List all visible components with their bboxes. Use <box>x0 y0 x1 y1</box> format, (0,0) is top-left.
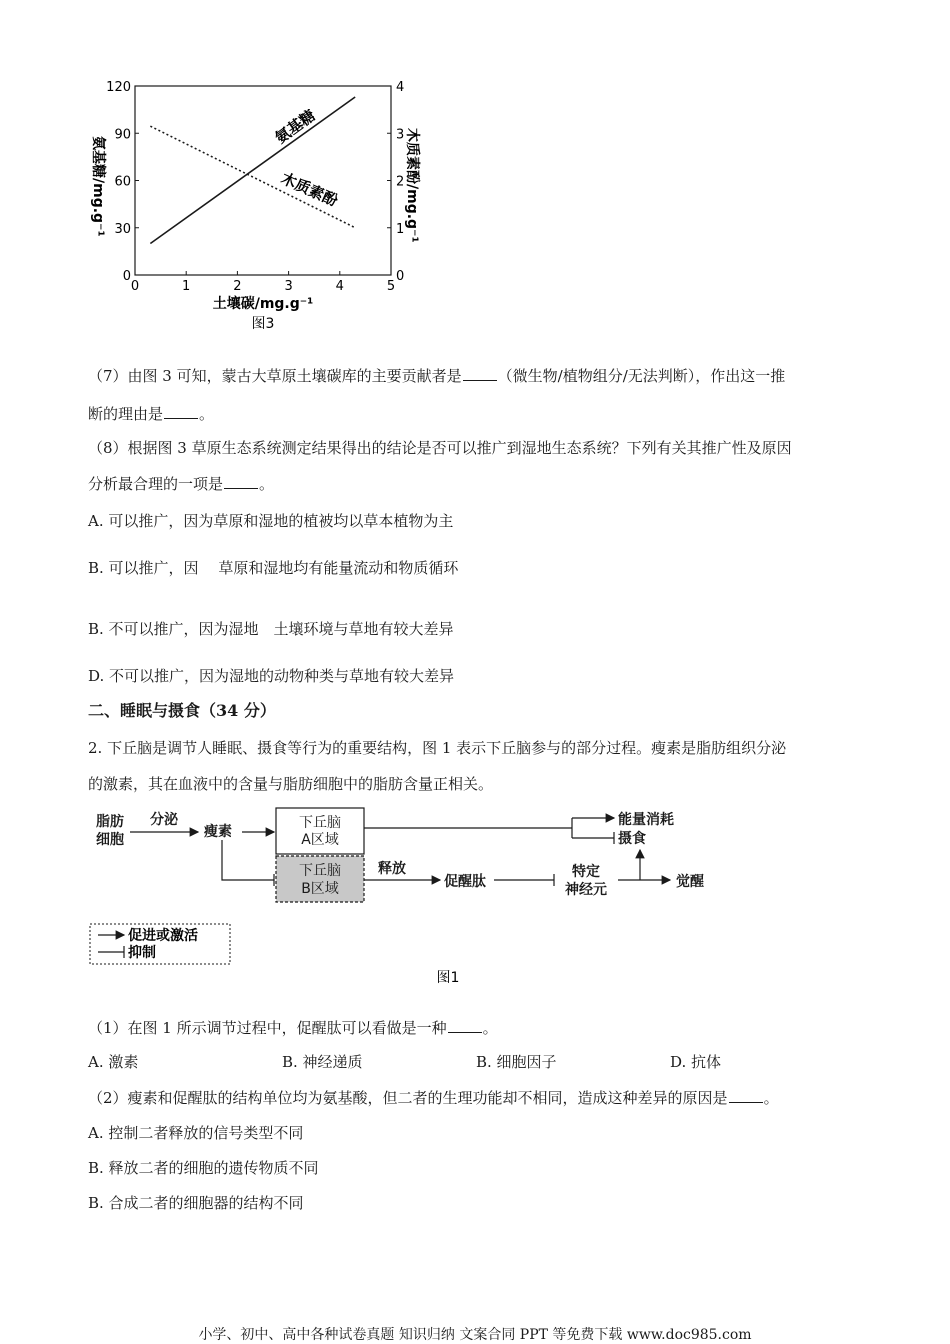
answer-blank[interactable] <box>224 474 258 489</box>
left-tick-label: 90 <box>114 127 131 143</box>
answer-blank[interactable] <box>448 1018 482 1033</box>
answer-blank[interactable] <box>164 404 198 419</box>
left-tick-label: 0 <box>122 269 131 284</box>
x-tick-label: 5 <box>386 279 396 294</box>
hypothalamus-a-label-2: A区域 <box>301 832 339 848</box>
awake-label: 觉醒 <box>676 874 704 890</box>
sub2-option-b[interactable]: B. 释放二者的细胞的遗传物质不同 <box>88 1159 319 1177</box>
answer-blank[interactable] <box>729 1088 763 1103</box>
sub2-option-c[interactable]: B. 合成二者的细胞器的结构不同 <box>88 1194 304 1212</box>
q7-line2: 断的理由是 。 <box>88 405 215 423</box>
line-label-lignin: 木质素酚 <box>278 169 341 211</box>
figure3-chart <box>80 70 440 340</box>
series-line-amino-sugar <box>150 97 355 243</box>
x-tick-label: 2 <box>233 279 242 294</box>
hypothalamus-a-label-1: 下丘脑 <box>299 815 341 831</box>
answer-blank[interactable] <box>463 366 497 381</box>
legend-promote-label: 促进或激活 <box>128 928 198 944</box>
q8-option-c[interactable]: B. 不可以推广，因为湿地 土壤环境与草地有较大差异 <box>88 620 454 638</box>
q7-line1: （7）由图 3 可知，蒙古大草原土壤碳库的主要贡献者是 （微生物/植物组分/无法判断），作出这一推 <box>88 367 786 385</box>
left-tick-label: 60 <box>114 174 131 190</box>
hypothalamus-b-label-2: B区域 <box>301 881 339 897</box>
right-tick-label: 4 <box>396 80 405 95</box>
sub2-stem: （2）瘦素和促醒肽的结构单位均为氨基酸，但二者的生理功能却不相同，造成这种差异的原因是 。 <box>88 1089 779 1107</box>
secrete-label: 分泌 <box>150 812 178 828</box>
right-tick-label: 2 <box>396 174 405 190</box>
left-tick-label: 120 <box>106 80 131 95</box>
q2-intro-line2: 的激素，其在血液中的含量与脂肪细胞中的脂肪含量正相关。 <box>88 775 494 793</box>
q8-line1: （8）根据图 3 草原生态系统测定结果得出的结论是否可以推广到湿地生态系统？下列有关其推广性及原因 <box>88 439 792 457</box>
fat-cell-label-2: 细胞 <box>96 832 124 848</box>
sub1-option-a[interactable]: A. 激素 <box>88 1053 139 1071</box>
x-axis-label: 土壤碳/mg.g⁻¹ <box>212 296 314 312</box>
section-title: 二、睡眠与摄食（34 分） <box>88 701 276 720</box>
right-tick-label: 0 <box>396 269 405 284</box>
leptin-label: 瘦素 <box>204 824 232 840</box>
inhibit-leptin-to-b <box>222 840 274 880</box>
right-tick-label: 1 <box>396 221 405 237</box>
line-label-amino: 氨基糖 <box>271 106 319 148</box>
x-tick-label: 3 <box>284 279 293 294</box>
q8-option-d[interactable]: D. 不可以推广，因为湿地的动物种类与草地有较大差异 <box>88 667 455 685</box>
left-axis-label: 氨基糖/mg.g⁻¹ <box>90 136 106 237</box>
plot-frame <box>135 86 391 275</box>
sub2-option-a[interactable]: A. 控制二者释放的信号类型不同 <box>88 1124 304 1142</box>
sub1-option-d[interactable]: D. 抗体 <box>670 1053 722 1071</box>
energy-label: 能量消耗 <box>618 812 674 828</box>
figure1-diagram <box>80 800 760 995</box>
right-axis-ticks <box>387 80 404 284</box>
hypothalamus-b-label-1: 下丘脑 <box>299 863 341 879</box>
q8-option-a[interactable]: A. 可以推广，因为草原和湿地的植被均以草本植物为主 <box>88 512 454 530</box>
legend-inhibit-label: 抑制 <box>128 945 156 961</box>
orexin-label: 促醒肽 <box>444 874 486 890</box>
fat-cell-label-1: 脂肪 <box>96 814 124 830</box>
specific-neuron-label-1: 特定 <box>572 864 600 880</box>
sub1-option-c[interactable]: B. 细胞因子 <box>476 1053 557 1071</box>
specific-neuron-label-2: 神经元 <box>565 882 607 898</box>
right-axis-label: 木质素酚/mg.g⁻¹ <box>404 128 420 243</box>
series-line-lignin-phenol <box>150 126 355 228</box>
right-tick-label: 3 <box>396 127 405 143</box>
left-tick-label: 30 <box>114 221 131 237</box>
x-tick-label: 4 <box>335 279 344 294</box>
q8-line2: 分析最合理的一项是 。 <box>88 475 275 493</box>
release-label: 释放 <box>378 861 406 877</box>
x-tick-label: 0 <box>130 279 140 294</box>
q8-option-b[interactable]: B. 可以推广，因 草原和湿地均有能量流动和物质循环 <box>88 559 459 577</box>
page-footer: 小学、初中、高中各种试卷真题 知识归纳 文案合同 PPT 等免费下载 www.doc985.com <box>198 1327 752 1343</box>
figure1-caption: 图1 <box>436 970 460 986</box>
figure3-caption: 图3 <box>251 316 275 332</box>
left-axis-ticks <box>106 80 139 284</box>
sub1-stem: （1）在图 1 所示调节过程中，促醒肽可以看做是一种 。 <box>88 1019 498 1037</box>
q2-intro-line1: 2. 下丘脑是调节人睡眠、摄食等行为的重要结构，图 1 表示下丘脑参与的部分过程。瘦素是脂肪组织分泌 <box>88 739 787 757</box>
eating-label: 摄食 <box>618 831 646 847</box>
sub1-option-b[interactable]: B. 神经递质 <box>282 1053 363 1071</box>
x-tick-label: 1 <box>182 279 191 294</box>
